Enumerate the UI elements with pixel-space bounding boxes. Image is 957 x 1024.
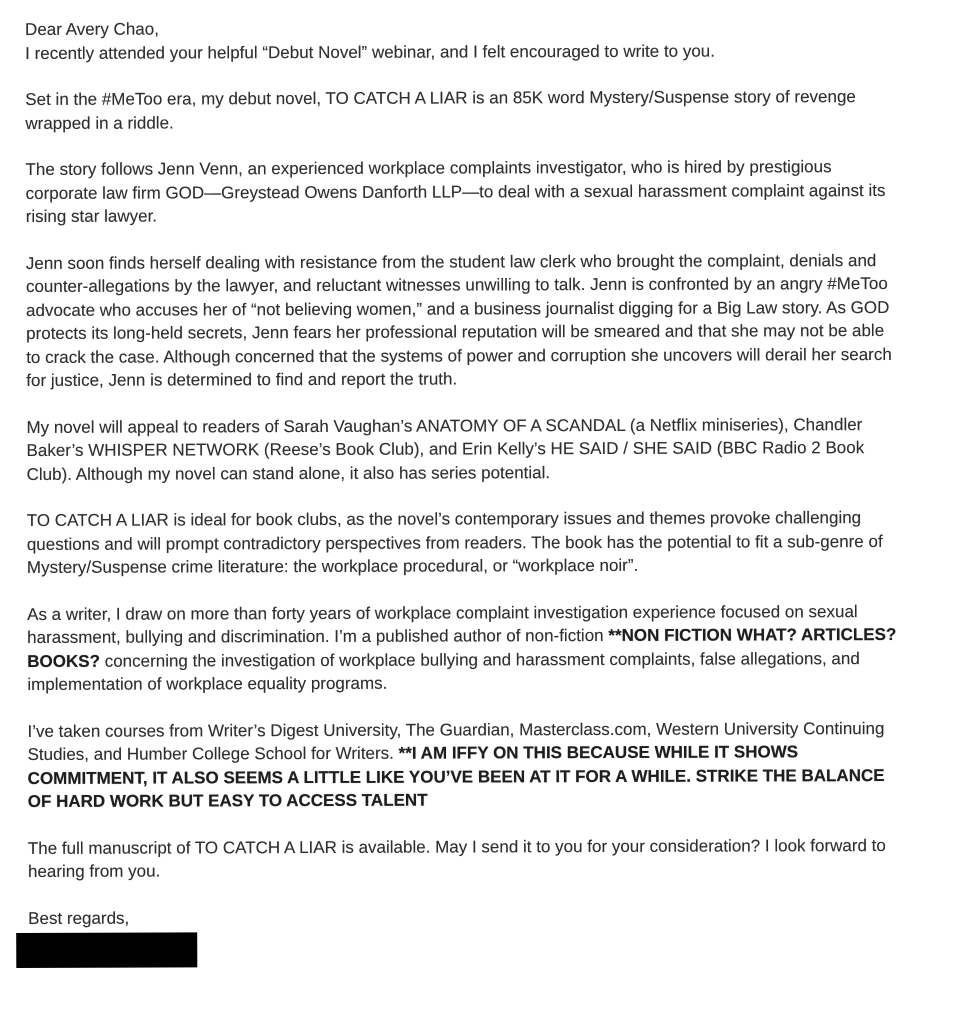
bold-annotation-text: **I AM IFFY ON THIS BECAUSE WHILE IT SHOWS COMMITMENT, IT ALSO SEEMS A LITTLE LIKE YOU’VE BEEN AT IT FOR A WHILE. STRIKE THE BALANCE OF HARD WORK BUT EASY TO ACCESS TALENT: [27, 742, 885, 811]
paragraph-text: TO CATCH A LIAR is ideal for book clubs, as the novel’s contemporary issues and themes provoke challenging questions and will prompt contradictory perspectives from readers. The book has the potential to fit a sub-genre of Mystery/Suspense crime literature: the workplace procedural, or “workplace noir”.: [26, 508, 883, 577]
letter-paragraph: [27, 506, 901, 580]
paragraph-text: I recently attended your helpful “Debut Novel” webinar, and I felt encouraged to write to you.: [25, 41, 716, 63]
letter-paragraph: [25, 85, 899, 135]
paragraph-text: concerning the investigation of workplace bullying and harassment complaints, false allegations, and implementation of workplace equality programs.: [27, 648, 860, 694]
letter-paragraph: [27, 716, 901, 813]
letter-paragraph: [27, 599, 901, 696]
letter-salutation: Dear Avery Chao,: [25, 19, 159, 39]
paragraph-text: I’ve taken courses from Writer’s Digest University, The Guardian, Masterclass.com, Western University Continuing Studies, and Humber College School for Writers.: [27, 718, 885, 764]
paragraph-text: The full manuscript of TO CATCH A LIAR is available. May I send it to you for your consideration? I look forward to hearing from you.: [27, 835, 886, 881]
letter-paragraph: [26, 412, 900, 486]
paragraph-text: Jenn soon finds herself dealing with resistance from the student law clerk who brought the complaint, denials and counter-allegations by the lawyer, and reluctant witnesses unwilling to talk. Jenn is confronted by an angry #MeToo advocate who accuses her of “not believing women,” and a business journalist digging for a Big Law story. As GOD protects its long-held secrets, Jenn fears her professional reputation will be smeared and that she may not be able to crack the case. Although concerned that the systems of power and corruption she uncovers will derail her search for justice, Jenn is determined to find and report the truth.: [25, 250, 892, 390]
signature-redaction-bar: [16, 932, 197, 968]
letter-paragraph: [25, 155, 899, 229]
bold-annotation-text: **NON FICTION WHAT? ARTICLES? BOOKS?: [27, 624, 897, 671]
letter-body: [25, 38, 902, 883]
paragraph-text: Set in the #MeToo era, my debut novel, TO CATCH A LIAR is an 85K word Mystery/Suspense story of revenge wrapped in a riddle.: [25, 87, 856, 133]
paragraph-text: The story follows Jenn Venn, an experienced workplace complaints investigator, who is hired by prestigious corporate law firm GOD—Greystead Owens Danforth LLP—to deal with a sexual harassment complaint against its rising star lawyer.: [25, 157, 886, 226]
letter-content: [25, 15, 902, 968]
letter-paragraph: [28, 833, 902, 883]
letter-paragraph: [25, 38, 899, 65]
paragraph-text: As a writer, I draw on more than forty years of workplace complaint investigation experience focused on sexual harassment, bullying and discrimination. I’m a published author of non-fiction: [27, 601, 858, 647]
letter-closing: Best regards,: [28, 908, 130, 928]
letter-paragraph: [26, 248, 900, 392]
paragraph-text: My novel will appeal to readers of Sarah Vaughan’s ANATOMY OF A SCANDAL (a Netflix miniseries), Chandler Baker’s WHISPER NETWORK (Reese’s Book Club), and Erin Kelly’s HE SAID / SHE SAID (BBC Radio 2 Book Club). Although my novel can stand alone, it also has series potential.: [26, 414, 865, 484]
